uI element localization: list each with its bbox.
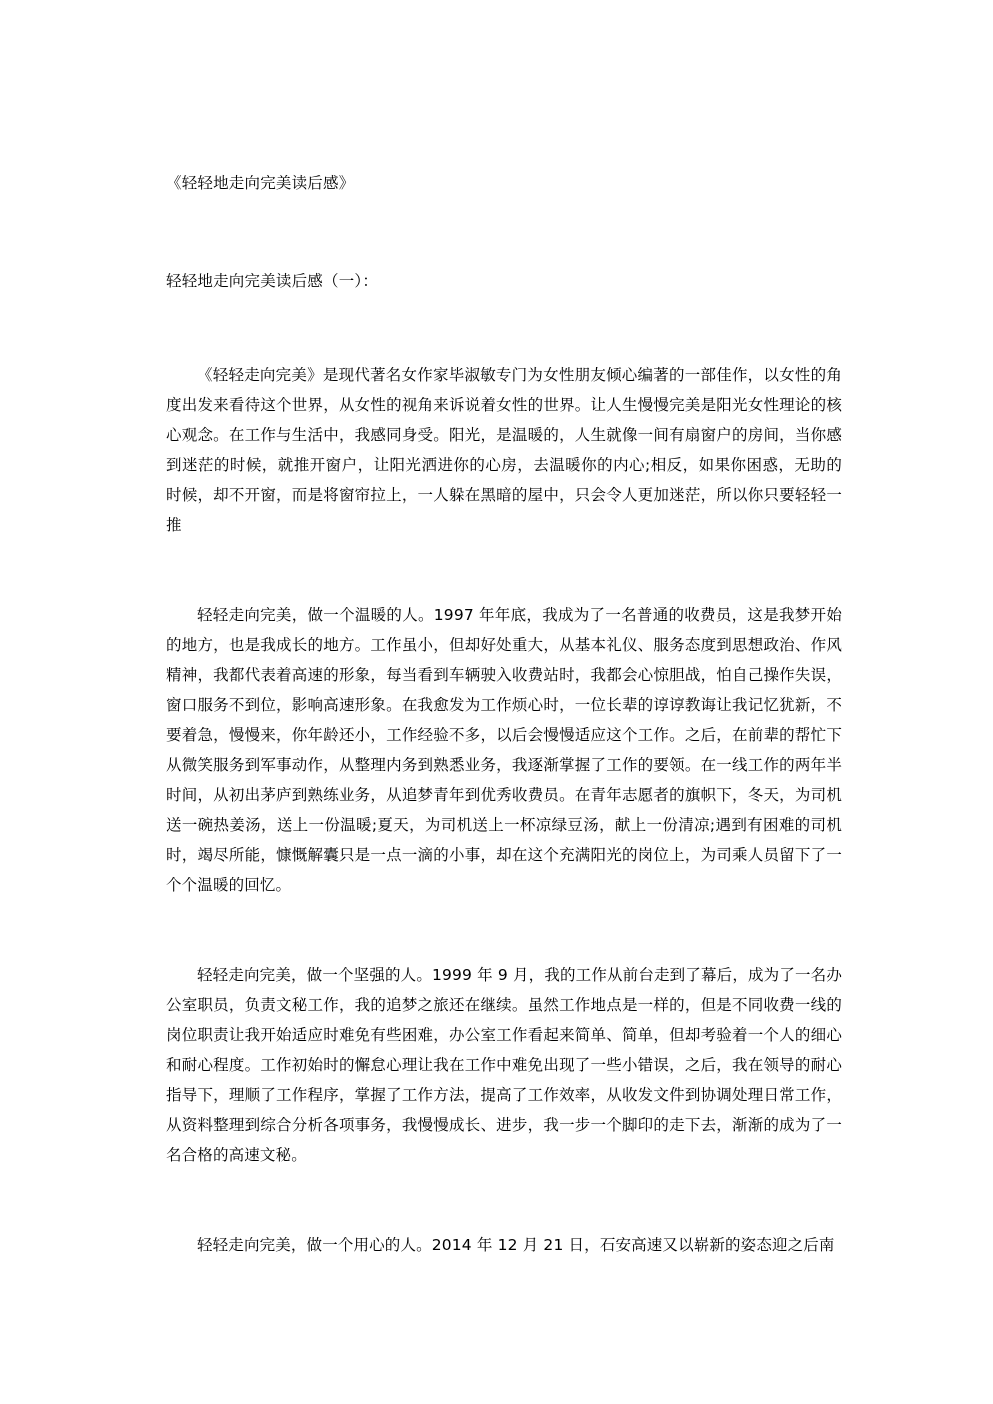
document-title: 《轻轻地走向完美读后感》 (166, 174, 355, 192)
body-paragraph-3: 轻轻走向完美，做一个坚强的人。1999 年 9 月，我的工作从前台走到了幕后，成为了一名办公室职员，负责文秘工作，我的追梦之旅还在继续。虽然工作地点是一样的，但是不同收费一线的岗位职责让我开始适应时难免有些困难，办公室工作看起来简单、简单，但却考验着一个人的细心和耐心程度。工作初始时的懈怠心理让我在工作中难免出现了一些小错误，之后，我在领导的耐心指导下，理顺了工作程序，掌握了工作方法，提高了工作效率，从收发文件到协调处理日常工作，从资料整理到综合分析各项事务，我慢慢成长、进步，我一步一个脚印的走下去，渐渐的成为了一名合格的高速文秘。 (166, 966, 842, 1164)
document-subtitle: 轻轻地走向完美读后感（一）： (166, 272, 379, 290)
body-paragraph-1: 《轻轻走向完美》是现代著名女作家毕淑敏专门为女性朋友倾心编著的一部佳作，以女性的角度出发来看待这个世界，从女性的视角来诉说着女性的世界。让人生慢慢完美是阳光女性理论的核心观念。在工作与生活中，我感同身受。阳光，是温暖的，人生就像一间有扇窗户的房间，当你感到迷茫的时候，就推开窗户，让阳光洒进你的心房，去温暖你的内心;相反，如果你困惑，无助的时候，却不开窗，而是将窗帘拉上，一人躲在黑暗的屋中，只会令人更加迷茫，所以你只要轻轻一推 (166, 366, 842, 534)
document-text-block (166, 168, 842, 1260)
body-paragraph-2: 轻轻走向完美，做一个温暖的人。1997 年年底，我成为了一名普通的收费员，这是我梦开始的地方，也是我成长的地方。工作虽小，但却好处重大，从基本礼仪、服务态度到思想政治、作风精神，我都代表着高速的形象，每当看到车辆驶入收费站时，我都会心惊胆战，怕自己操作失误，窗口服务不到位，影响高速形象。在我愈发为工作烦心时，一位长辈的谆谆教诲让我记忆犹新，不要着急，慢慢来，你年龄还小，工作经验不多，以后会慢慢适应这个工作。之后，在前辈的帮忙下从微笑服务到军事动作，从整理内务到熟悉业务，我逐渐掌握了工作的要领。在一线工作的两年半时间，从初出茅庐到熟练业务，从追梦青年到优秀收费员。在青年志愿者的旗帜下，冬天，为司机送一碗热姜汤，送上一份温暖;夏天，为司机送上一杯凉绿豆汤，献上一份清凉;遇到有困难的司机时，竭尽所能，慷慨解囊只是一点一滴的小事，却在这个充满阳光的岗位上，为司乘人员留下了一个个温暖的回忆。 (166, 606, 842, 894)
body-paragraph-4: 轻轻走向完美，做一个用心的人。2014 年 12 月 21 日，石安高速又以崭新的姿态迎之后南 (197, 1236, 835, 1254)
